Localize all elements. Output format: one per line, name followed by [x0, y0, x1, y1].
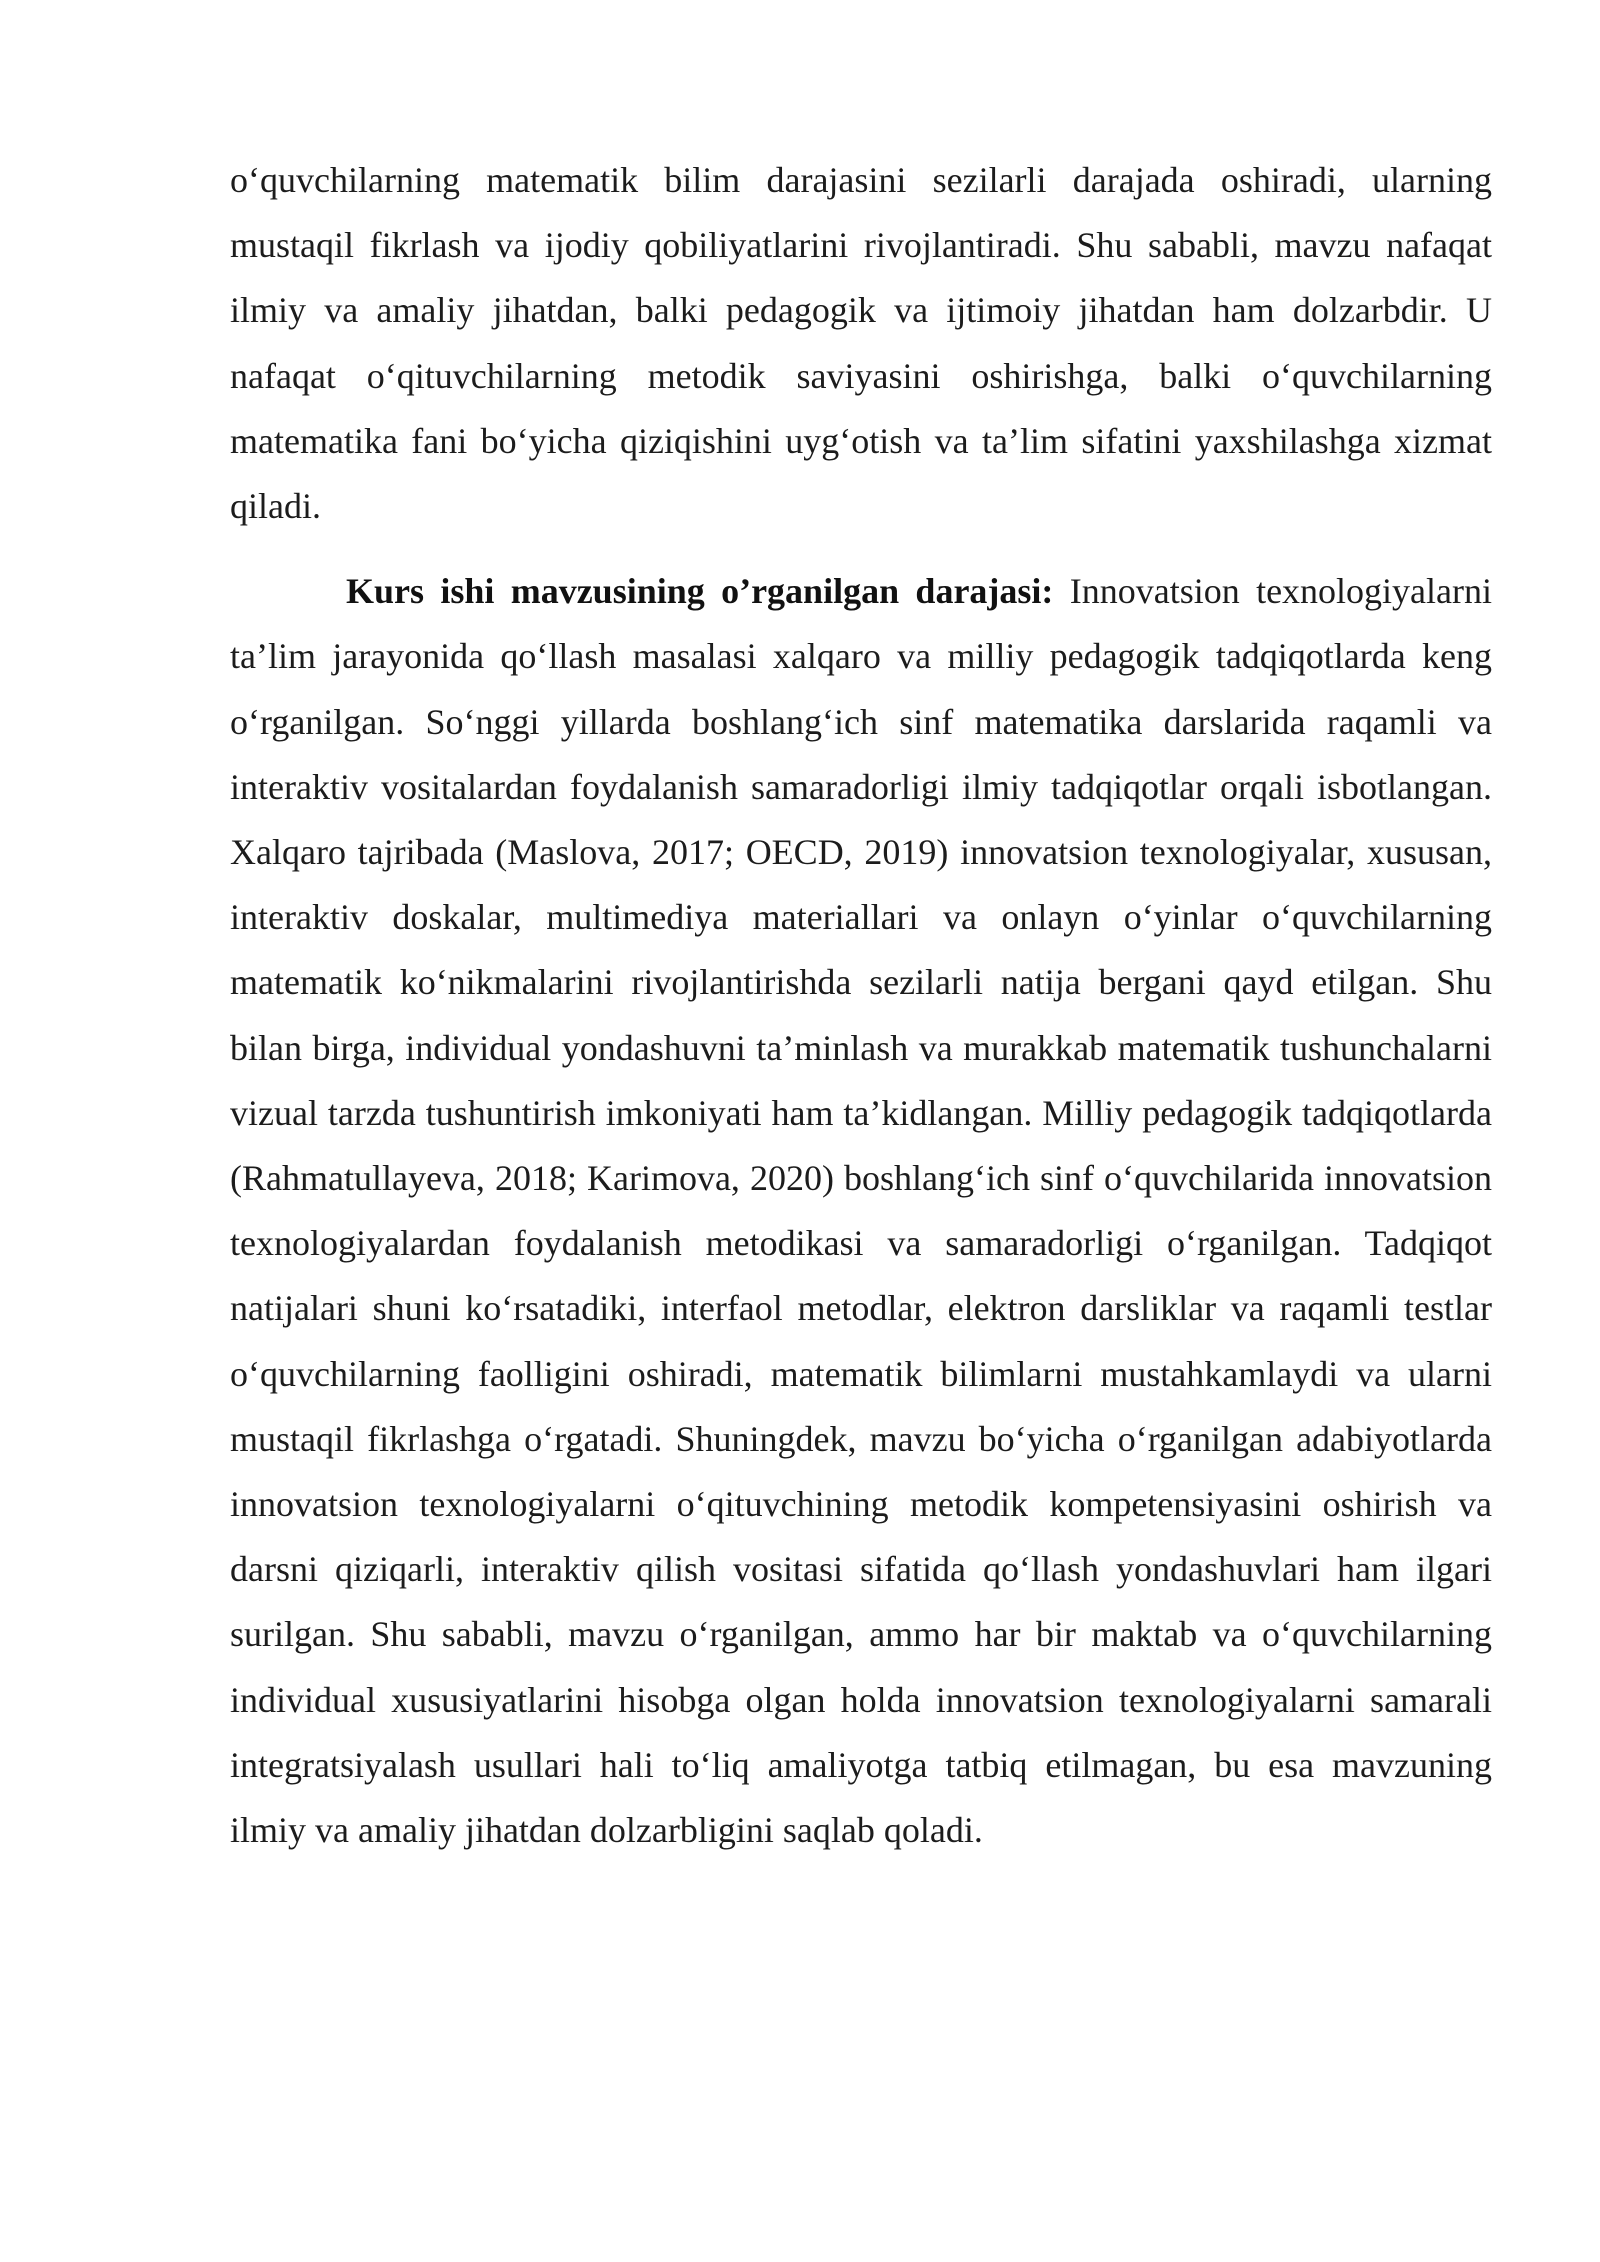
paragraph-heading: Kurs ishi mavzusining o’rganilgan darajasi:: [346, 571, 1054, 612]
paragraph-body: Innovatsion texnologiyalarni ta’lim jarayonida qo‘llash masalasi xalqaro va milliy pedagogik tadqiqotlarda keng o‘rganilgan. So‘nggi yillarda boshlang‘ich sinf matematika darslarida raqamli va interaktiv vositalardan foydalanish samaradorligi ilmiy tadqiqotlar orqali isbotlangan. Xalqaro tajribada (Maslova, 2017; OECD, 2019) innovatsion texnologiyalar, xususan, interaktiv doskalar, multimediya materiallari va onlayn o‘yinlar o‘quvchilarning matematik ko‘nikmalarini rivojlantirishda sezilarli natija bergani qayd etilgan. Shu bilan birga, individual yondashuvni ta’minlash va murakkab matematik tushunchalarni vizual tarzda tushuntirish imkoniyati ham ta’kidlangan. Milliy pedagogik tadqiqotlarda (Rahmatullayeva, 2018; Karimova, 2020) boshlang‘ich sinf o‘quvchilarida innovatsion texnologiyalardan foydalanish metodikasi va samaradorligi o‘rganilgan. Tadqiqot natijalari shuni ko‘rsatadiki, interfaol metodlar, elektron darsliklar va raqamli testlar o‘quvchilarning faolligini oshiradi, matematik bilimlarni mustahkamlaydi va ularni mustaqil fikrlashga o‘rgatadi. Shuningdek, mavzu bo‘yicha o‘rganilgan adabiyotlarda innovatsion texnologiyalarni o‘qituvchining metodik kompetensiyasini oshirish va darsni qiziqarli, interaktiv qilish vositasi sifatida qo‘llash yondashuvlari ham ilgari surilgan. Shu sababli, mavzu o‘rganilgan, ammo har bir maktab va o‘quvchilarning individual xususiyatlarini hisobga olgan holda innovatsion texnologiyalarni samarali integratsiyalash usullari hali to‘liq amaliyotga tatbiq etilmagan, bu esa mavzuning ilmiy va amaliy jihatdan dolzarbligini saqlab qoladi.: [230, 571, 1492, 1851]
paragraph-continuation: o‘quvchilarning matematik bilim darajasini sezilarli darajada oshiradi, ularning mustaqil fikrlash va ijodiy qobiliyatlarini rivojlantiradi. Shu sababli, mavzu nafaqat ilmiy va amaliy jihatdan, balki pedagogik va ijtimoiy jihatdan ham dolzarbdir. U nafaqat o‘qituvchilarning metodik saviyasini oshirishga, balki o‘quvchilarning matematika fani bo‘yicha qiziqishini uyg‘otish va ta’lim sifatini yaxshilashga xizmat qiladi.: [230, 160, 1492, 527]
body-text: [230, 148, 1492, 1863]
paragraph-study-level: [230, 559, 1492, 1863]
